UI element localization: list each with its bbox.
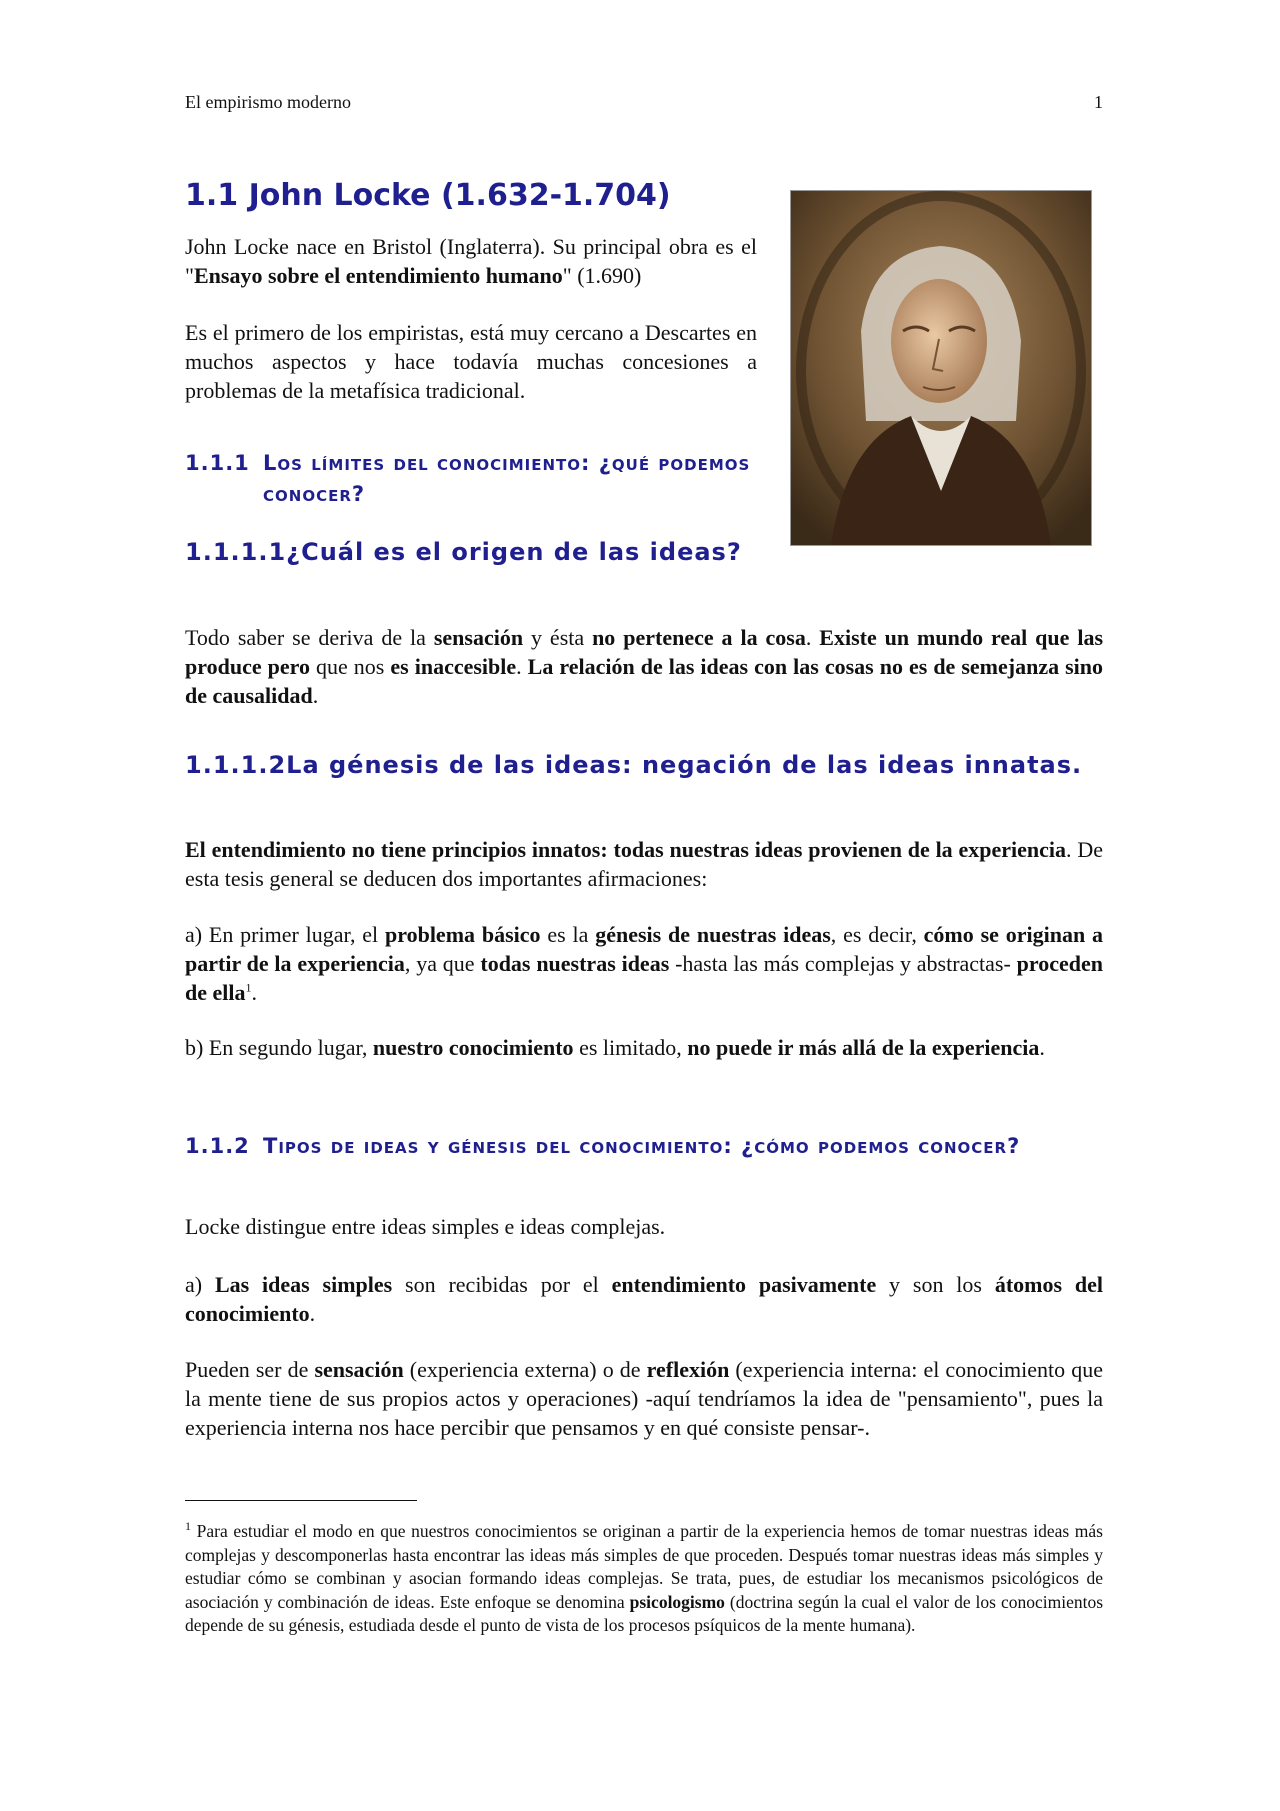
intro-paragraph-1: John Locke nace en Bristol (Inglaterra). Su principal obra es el "Ensayo sobre el entendimiento humano" (1.690) xyxy=(185,234,757,288)
section-heading-1-1-1: 1.1.1 Los límites del conocimiento: ¿qué podemos conocer? xyxy=(185,451,751,506)
running-header xyxy=(185,92,1103,113)
section-heading-1-1-1-2: 1.1.1.2 La génesis de las ideas: negación de las ideas innatas. xyxy=(185,751,1083,779)
header-title: El empirismo moderno xyxy=(185,92,351,112)
footnote-marker: 1 xyxy=(185,1519,191,1534)
paragraph-locke-distinguishes: Locke distingue entre ideas simples e ideas complejas. xyxy=(185,1214,666,1239)
paragraph-point-b: b) En segundo lugar, nuestro conocimiento es limitado, no puede ir más allá de la experiencia. xyxy=(185,1035,1045,1060)
portrait-image xyxy=(790,190,1092,546)
footnote: $^1$ Para estudiar el modo en que nuestros conocimientos se originan a partir de la experiencia hemos de tomar nuestras ideas más complejas y descomponerlas hasta encontrar las ideas más simples de que proceden. Después tomar nuestras ideas más simples y estudiar cómo se combinan y asocian formando ideas complejas. Se trata, pues, de estudiar los mecanismos psicológicos de asociación y combinación de ideas. Este enfoque se denomina psicologismo (doctrina según la cual el valor de los conocimientos depende de su génesis, estudiada desde el punto de vista de los procesos psíquicos de la mente humana). xyxy=(185,1519,1104,1635)
page-number: 1 xyxy=(1094,92,1103,112)
paragraph-point-a: a) En primer lugar, el problema básico es la génesis de nuestras ideas, es decir, cómo se originan a partir de la experiencia, ya que todas nuestras ideas -hasta las más complejas y abstractas- proceden de ella$^1$. xyxy=(185,922,1104,1005)
intro-paragraph-2: Es el primero de los empiristas, está muy cercano a Descartes en muchos aspectos y hace todavía muchas concesiones a problemas de la metafísica tradicional. xyxy=(185,320,757,403)
footnote-reference[interactable]: 1 xyxy=(245,980,252,995)
paragraph-sensation-reflection: Pueden ser de sensación (experiencia externa) o de reflexión (experiencia interna: el conocimiento que la mente tiene de sus propios actos y operaciones) -aquí tendríamos la idea de "pensamiento", pues la experiencia interna nos hace percibir que pensamos y en qué consiste pensar-. xyxy=(185,1357,1103,1440)
footnote-separator xyxy=(185,1500,417,1501)
paragraph-simple-ideas: a) Las ideas simples son recibidas por el entendimiento pasivamente y son los átomos del conocimiento. xyxy=(185,1272,1103,1326)
paragraph-origin-ideas: Todo saber se deriva de la sensación y ésta no pertenece a la cosa. Existe un mundo real que las produce pero que nos es inaccesible. La relación de las ideas con las cosas no es de semejanza sino de causalidad. xyxy=(185,625,1104,708)
section-title-1-1: 1.1 John Locke (1.632-1.704) xyxy=(185,178,671,213)
section-heading-1-1-2: 1.1.2 Tipos de ideas y génesis del conocimiento: ¿cómo podemos conocer? xyxy=(185,1134,1021,1158)
paragraph-innate-ideas: El entendimiento no tiene principios innatos: todas nuestras ideas provienen de la experiencia. De esta tesis general se deducen dos importantes afirmaciones: xyxy=(185,837,1104,891)
section-heading-1-1-1-1: 1.1.1.1 ¿Cuál es el origen de las ideas? xyxy=(185,538,742,566)
